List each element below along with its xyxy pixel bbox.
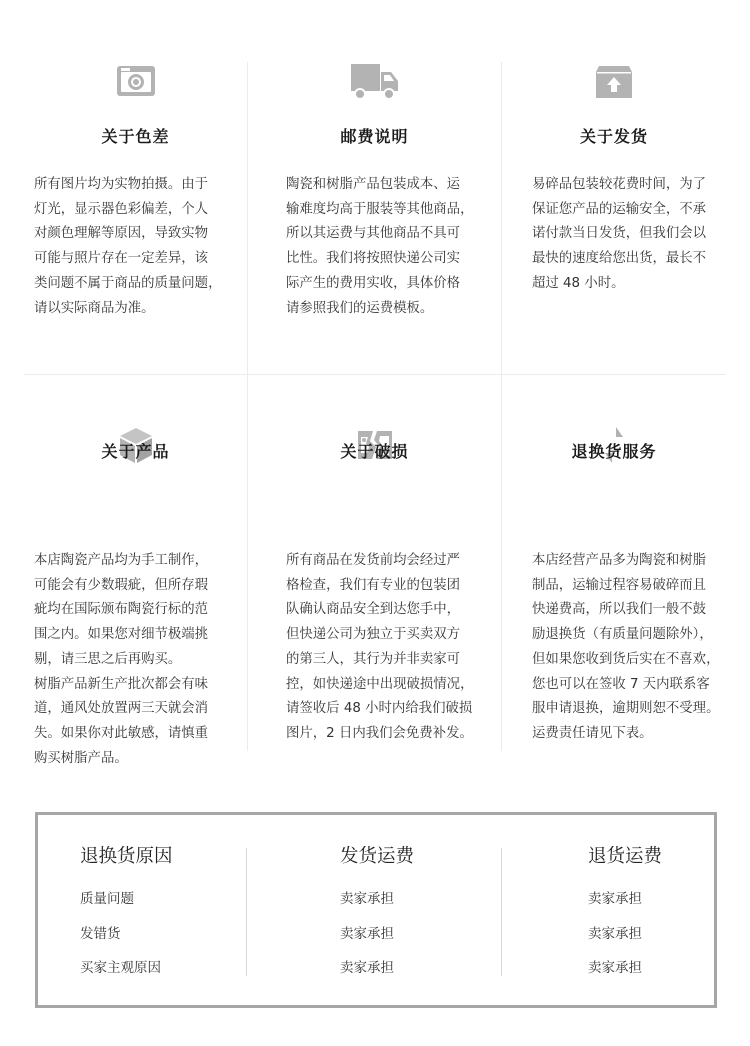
table-cell: 卖家承担 — [588, 960, 642, 976]
card-text: 本店经营产品多为陶瓷和树脂 制品，运输过程容易破碎而且 快递费高，所以我们一般不鼓 励退换货（有质量问题除外）， 但如果您收到货后实在不喜欢， 您也可以在签收 7 天内联系客 服申请退换，逾期则恕不受理。 运费责任请见下表。 — [532, 553, 720, 741]
card-title: 关于产品 — [101, 442, 170, 461]
table-cell: 卖家承担 — [340, 891, 394, 907]
card-title: 关于发货 — [579, 127, 648, 146]
column-header: 退货运费 — [588, 846, 663, 867]
upload-box-icon — [594, 62, 634, 102]
card-title: 退换货服务 — [571, 442, 657, 461]
card-title: 邮费说明 — [340, 127, 409, 146]
table-cell: 质量问题 — [80, 891, 134, 907]
column-divider — [501, 848, 502, 976]
table-cell: 卖家承担 — [340, 960, 394, 976]
card-text: 陶瓷和树脂产品包装成本、运 输难度均高于服装等其他商品， 所以其运费与其他商品不具可 比性。我们将按照快递公司实 际产生的费用实收，具体价格 请参照我们的运费模板。 — [286, 177, 474, 316]
card-shipping-fee — [247, 62, 502, 374]
column-divider — [246, 848, 247, 976]
table-cell: 买家主观原因 — [80, 960, 161, 976]
card-text: 所有图片均为实物拍摄。由于 灯光，显示器色彩偏差，个人 对颜色理解等原因，导致实物 可能与照片存在一定差异，该 类问题不属于商品的质量问题， 请以实际商品为准。 — [34, 177, 222, 316]
column-return-reason — [80, 845, 173, 977]
shipping-responsibility-table — [35, 812, 717, 1008]
card-text: 所有商品在发货前均会经过严 格检查，我们有专业的包装团 队确认商品安全到达您手中， 但快递公司为独立于买卖双方 的第三人，其行为并非卖家可 控，如快递途中出现破损情况， 请签收后 48 小时内给我们破损 图片，2 日内我们会免费补发。 — [286, 553, 474, 741]
card-delivery — [502, 62, 726, 374]
card-title: 关于色差 — [101, 127, 170, 146]
card-product — [24, 375, 247, 766]
policy-grid — [24, 62, 726, 766]
camera-icon — [116, 62, 156, 102]
card-return-service — [502, 375, 726, 751]
policy-row-1 — [24, 62, 726, 375]
policy-row-2 — [24, 375, 726, 766]
column-delivery-shipping — [340, 845, 414, 977]
card-title: 关于破损 — [340, 442, 409, 461]
column-return-shipping — [588, 845, 662, 977]
table-cell: 卖家承担 — [588, 926, 642, 942]
card-text: 本店陶瓷产品均为手工制作， 可能会有少数瑕疵，但所存瑕 疵均在国际颁布陶瓷行标的范 围之内。如果您对细节极端挑 剔，请三思之后再购买。 树脂产品新生产批次都会有味 道，通风处放置两三天就会消 失。如果你对此敏感，请慎重 购买树脂产品。 — [34, 553, 209, 766]
card-color-difference — [24, 62, 247, 374]
table-cell: 发错货 — [80, 926, 121, 942]
table-cell: 卖家承担 — [340, 926, 394, 942]
delivery-truck-icon — [351, 62, 399, 102]
card-text: 易碎品包装较花费时间，为了 保证您产品的运输安全，不承 诺付款当日发货，但我们会以 最快的速度给您出货，最长不 超过 48 小时。 — [532, 177, 707, 291]
card-damage — [247, 375, 502, 751]
table-cell: 卖家承担 — [588, 891, 642, 907]
column-header: 退换货原因 — [80, 846, 173, 867]
column-header: 发货运费 — [340, 846, 415, 867]
